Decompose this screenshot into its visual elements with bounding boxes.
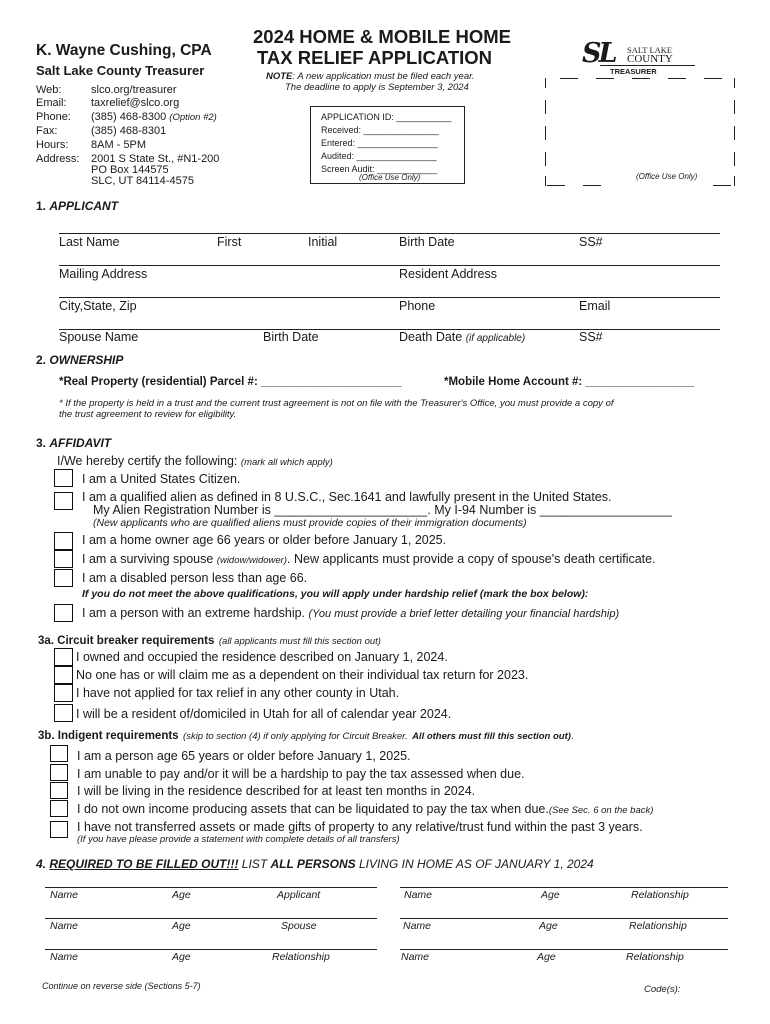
resident-address-label: Resident Address — [399, 267, 497, 281]
section-3b-note: (skip to section (4) if only applying for Circuit Breaker. — [183, 731, 408, 742]
section-3b-title: 3b. Indigent requirements — [38, 730, 179, 742]
hardship-text: I am a person with an extreme hardship. — [82, 606, 306, 620]
hours-label: Hours: — [36, 139, 69, 151]
person-left-line-1[interactable] — [45, 887, 377, 888]
citizen-label: I am a United States Citizen. — [82, 472, 241, 486]
disabled-checkbox[interactable] — [54, 569, 73, 587]
section-3a-title: 3a. Circuit breaker requirements — [38, 635, 215, 647]
address-line1: 2001 S State St., #N1-200 — [91, 153, 220, 165]
indigent-hardship-label: I am unable to pay and/or it will be a hardship to pay the tax assessed when due. — [77, 767, 525, 781]
section-2-heading — [36, 353, 123, 367]
circuit-dependent-checkbox[interactable] — [54, 666, 73, 684]
phone-option: (Option #2) — [169, 112, 217, 123]
surviving-spouse-text: I am a surviving spouse — [82, 552, 214, 566]
indigent-assets-label: I do not own income producing assets that can be liquidated to pay the tax when due. — [77, 802, 549, 816]
web-value[interactable]: slco.org/treasurer — [91, 84, 177, 96]
indigent-transfers-note: (If you have please provide a statement with complete details of all transfers) — [77, 834, 400, 845]
applicant-line-1[interactable] — [59, 233, 720, 234]
qualified-alien-checkbox[interactable] — [54, 492, 73, 510]
person-age-label: Age — [172, 889, 191, 901]
person-name-label: Name — [50, 920, 79, 932]
logo-treasurer: TREASURER — [610, 67, 657, 76]
hours-value: 8AM - 5PM — [91, 139, 147, 151]
widow-note: (widow/widower) — [216, 555, 288, 566]
fax-value: (385) 468-8301 — [91, 125, 167, 137]
citizen-checkbox[interactable] — [54, 469, 73, 487]
indigent-transfers-label: I have not transferred assets or made gifts of property to any relative/trust fund within the past 3 years. — [77, 820, 643, 834]
person-role-spouse: Spouse — [281, 920, 317, 932]
disabled-label: I am a disabled person less than age 66. — [82, 571, 308, 585]
section-3a-heading — [38, 631, 381, 649]
person-age-label: Age — [541, 889, 560, 901]
surviving-spouse-checkbox[interactable] — [54, 550, 73, 568]
person-right-line-2[interactable] — [400, 918, 728, 919]
alien-label-line1: I am a qualified alien as defined in 8 U.S.C., Sec.1641 and lawfully present in the United States. — [82, 490, 612, 504]
hardship-checkbox[interactable] — [54, 604, 73, 622]
stamp-box-caption: (Office Use Only) — [636, 172, 698, 181]
hardship-note: (You must provide a brief letter detailing your financial hardship) — [308, 608, 620, 620]
screen-audit-field[interactable]: Screen Audit: ____________ — [321, 164, 438, 174]
deadline-text: The deadline to apply is September 3, 2024 — [285, 82, 469, 93]
person-name-label: Name — [403, 920, 432, 932]
indigent-residence-label: I will be living in the residence described for at least ten months in 2024. — [77, 784, 476, 798]
indigent-transfers-checkbox[interactable] — [50, 821, 68, 838]
spouse-birth-date-label: Birth Date — [263, 330, 319, 344]
logo-mark: SL — [582, 38, 615, 69]
person-left-line-3[interactable] — [45, 949, 377, 950]
office-use-caption: (Office Use Only) — [359, 173, 421, 182]
section-1-title: APPLICANT — [49, 199, 119, 213]
logo-salt-lake: SALT LAKE — [627, 45, 673, 55]
county-logo — [582, 38, 702, 78]
person-name-label: Name — [50, 951, 79, 963]
audited-field[interactable]: Audited: ________________ — [321, 151, 437, 161]
section-2-title: OWNERSHIP — [49, 353, 124, 367]
last-name-label: Last Name — [59, 235, 120, 249]
homeowner-66-label: I am a home owner age 66 years or older before January 1, 2025. — [82, 533, 447, 547]
address-line2: PO Box 144575 — [91, 164, 169, 176]
phone-label: Phone: — [36, 111, 71, 123]
person-role-relationship: Relationship — [272, 951, 330, 963]
phone-value — [91, 111, 217, 123]
city-state-zip-label: City,State, Zip — [59, 299, 137, 313]
office-name: Salt Lake County Treasurer — [36, 63, 205, 78]
hardship-label — [82, 606, 619, 620]
person-age-label: Age — [537, 951, 556, 963]
indigent-assets-note: (See Sec. 6 on the back) — [548, 805, 654, 816]
section-4-rest: LIVING IN HOME AS OF JANUARY 1, 2024 — [355, 857, 594, 871]
circuit-owned-label: I owned and occupied the residence described on January 1, 2024. — [76, 650, 448, 664]
email-label: Email: — [36, 97, 67, 109]
application-id-field[interactable]: APPLICATION ID: ___________ — [321, 112, 452, 122]
person-left-line-2[interactable] — [45, 918, 377, 919]
person-name-label: Name — [401, 951, 430, 963]
logo-county: COUNTY — [627, 53, 673, 65]
continue-note: Continue on reverse side (Sections 5-7) — [42, 981, 201, 991]
person-name-label: Name — [404, 889, 433, 901]
person-role-relationship: Relationship — [631, 889, 689, 901]
treasurer-name: K. Wayne Cushing, CPA — [36, 42, 212, 59]
initial-label: Initial — [308, 235, 338, 249]
indigent-assets-checkbox[interactable] — [50, 800, 68, 817]
trust-note-line1: * If the property is held in a trust and the current trust agreement is not on file with the Treasurer's Office, you must provide a copy of — [59, 398, 614, 409]
person-role-relationship: Relationship — [626, 951, 684, 963]
alien-note: (New applicants who are qualified aliens must provide copies of their immigration documents) — [93, 517, 527, 529]
spouse-ssn-label: SS# — [579, 330, 603, 344]
form-title-line1: 2024 HOME & MOBILE HOME — [253, 26, 512, 47]
death-date-note: (if applicable) — [465, 333, 526, 344]
alien-registration-field[interactable]: My Alien Registration Number is ______________________. My I-94 Number is ___________________ — [93, 503, 672, 517]
person-role-relationship: Relationship — [629, 920, 687, 932]
person-age-label: Age — [539, 920, 558, 932]
circuit-dependent-label: No one has or will claim me as a dependent on their individual tax return for 2023. — [76, 668, 529, 682]
received-field[interactable]: Received: _______________ — [321, 125, 439, 135]
circuit-other-county-label: I have not applied for tax relief in any other county in Utah. — [76, 686, 400, 700]
person-name-label: Name — [50, 889, 79, 901]
person-right-line-1[interactable] — [400, 887, 728, 888]
birth-date-label: Birth Date — [399, 235, 455, 249]
section-4-all-persons: ALL PERSONS — [270, 857, 356, 871]
section-3b-heading — [38, 726, 574, 744]
address-line3: SLC, UT 84114-4575 — [91, 175, 194, 187]
surviving-spouse-rest: . New applicants must provide a copy of spouse's death certificate. — [287, 552, 656, 566]
section-4-number: 4. — [36, 857, 47, 871]
note-text: : A new application must be filed each year. — [292, 71, 475, 82]
hardship-intro: If you do not meet the above qualifications, you will apply under hardship relief (mark the box below): — [82, 588, 589, 600]
homeowner-66-checkbox[interactable] — [54, 532, 73, 550]
section-4-list: LIST — [238, 857, 271, 871]
indigent-assets-line — [77, 802, 653, 816]
circuit-resident-label: I will be a resident of/domiciled in Utah for all of calendar year 2024. — [76, 707, 452, 721]
applicant-line-4[interactable] — [59, 329, 720, 330]
indigent-residence-checkbox[interactable] — [50, 782, 68, 799]
certify-note: (mark all which apply) — [240, 457, 333, 468]
phone-field-label: Phone — [399, 299, 436, 313]
note-label: NOTE — [266, 71, 293, 82]
section-3a-note: (all applicants must fill this section out) — [218, 636, 381, 647]
mobile-home-account-field[interactable]: *Mobile Home Account #: _________________ — [444, 376, 695, 388]
indigent-age-checkbox[interactable] — [50, 745, 68, 762]
applicant-line-3[interactable] — [59, 297, 720, 298]
section-3b-end: . — [570, 731, 574, 742]
email-value[interactable]: taxrelief@slco.org — [91, 97, 180, 109]
parcel-field[interactable]: *Real Property (residential) Parcel #: ______________________ — [59, 376, 402, 388]
section-1-heading — [36, 199, 118, 213]
web-label: Web: — [36, 84, 62, 96]
certify-text: I/We hereby certify the following: — [57, 454, 238, 468]
email-field-label: Email — [579, 299, 611, 313]
person-age-label: Age — [172, 920, 191, 932]
mailing-address-label: Mailing Address — [59, 267, 148, 281]
fax-label: Fax: — [36, 125, 58, 137]
ssn-label: SS# — [579, 235, 603, 249]
note-line — [266, 71, 475, 82]
phone-number: (385) 468-8300 — [91, 111, 167, 123]
entered-field[interactable]: Entered: ________________ — [321, 138, 438, 148]
address-label: Address: — [36, 153, 80, 165]
section-4-heading — [36, 857, 594, 871]
indigent-hardship-checkbox[interactable] — [50, 764, 68, 781]
circuit-resident-checkbox[interactable] — [54, 704, 73, 722]
codes-label: Code(s): — [644, 984, 681, 995]
circuit-other-county-checkbox[interactable] — [54, 684, 73, 702]
indigent-age-label: I am a person age 65 years or older before January 1, 2025. — [77, 749, 411, 763]
death-date-label — [399, 330, 525, 344]
section-3b-note-bold: All others must fill this section out) — [412, 731, 571, 742]
person-age-label: Age — [172, 951, 191, 963]
first-name-label: First — [217, 235, 242, 249]
person-role-applicant: Applicant — [277, 889, 321, 901]
surviving-spouse-label — [82, 552, 656, 566]
section-2-number: 2. — [36, 353, 47, 367]
trust-note-line2: the trust agreement to review for eligibility. — [59, 409, 237, 420]
death-date-text: Death Date — [399, 330, 463, 344]
section-3-title: AFFIDAVIT — [49, 436, 112, 450]
section-3-number: 3. — [36, 436, 47, 450]
certify-line — [57, 454, 333, 468]
applicant-line-2[interactable] — [59, 265, 720, 266]
person-right-line-3[interactable] — [400, 949, 728, 950]
section-4-required: REQUIRED TO BE FILLED OUT!!! — [49, 857, 239, 871]
section-3-heading — [36, 436, 111, 450]
circuit-owned-checkbox[interactable] — [54, 648, 73, 666]
section-1-number: 1. — [36, 199, 47, 213]
form-title-line2: TAX RELIEF APPLICATION — [257, 47, 493, 68]
spouse-name-label: Spouse Name — [59, 330, 139, 344]
